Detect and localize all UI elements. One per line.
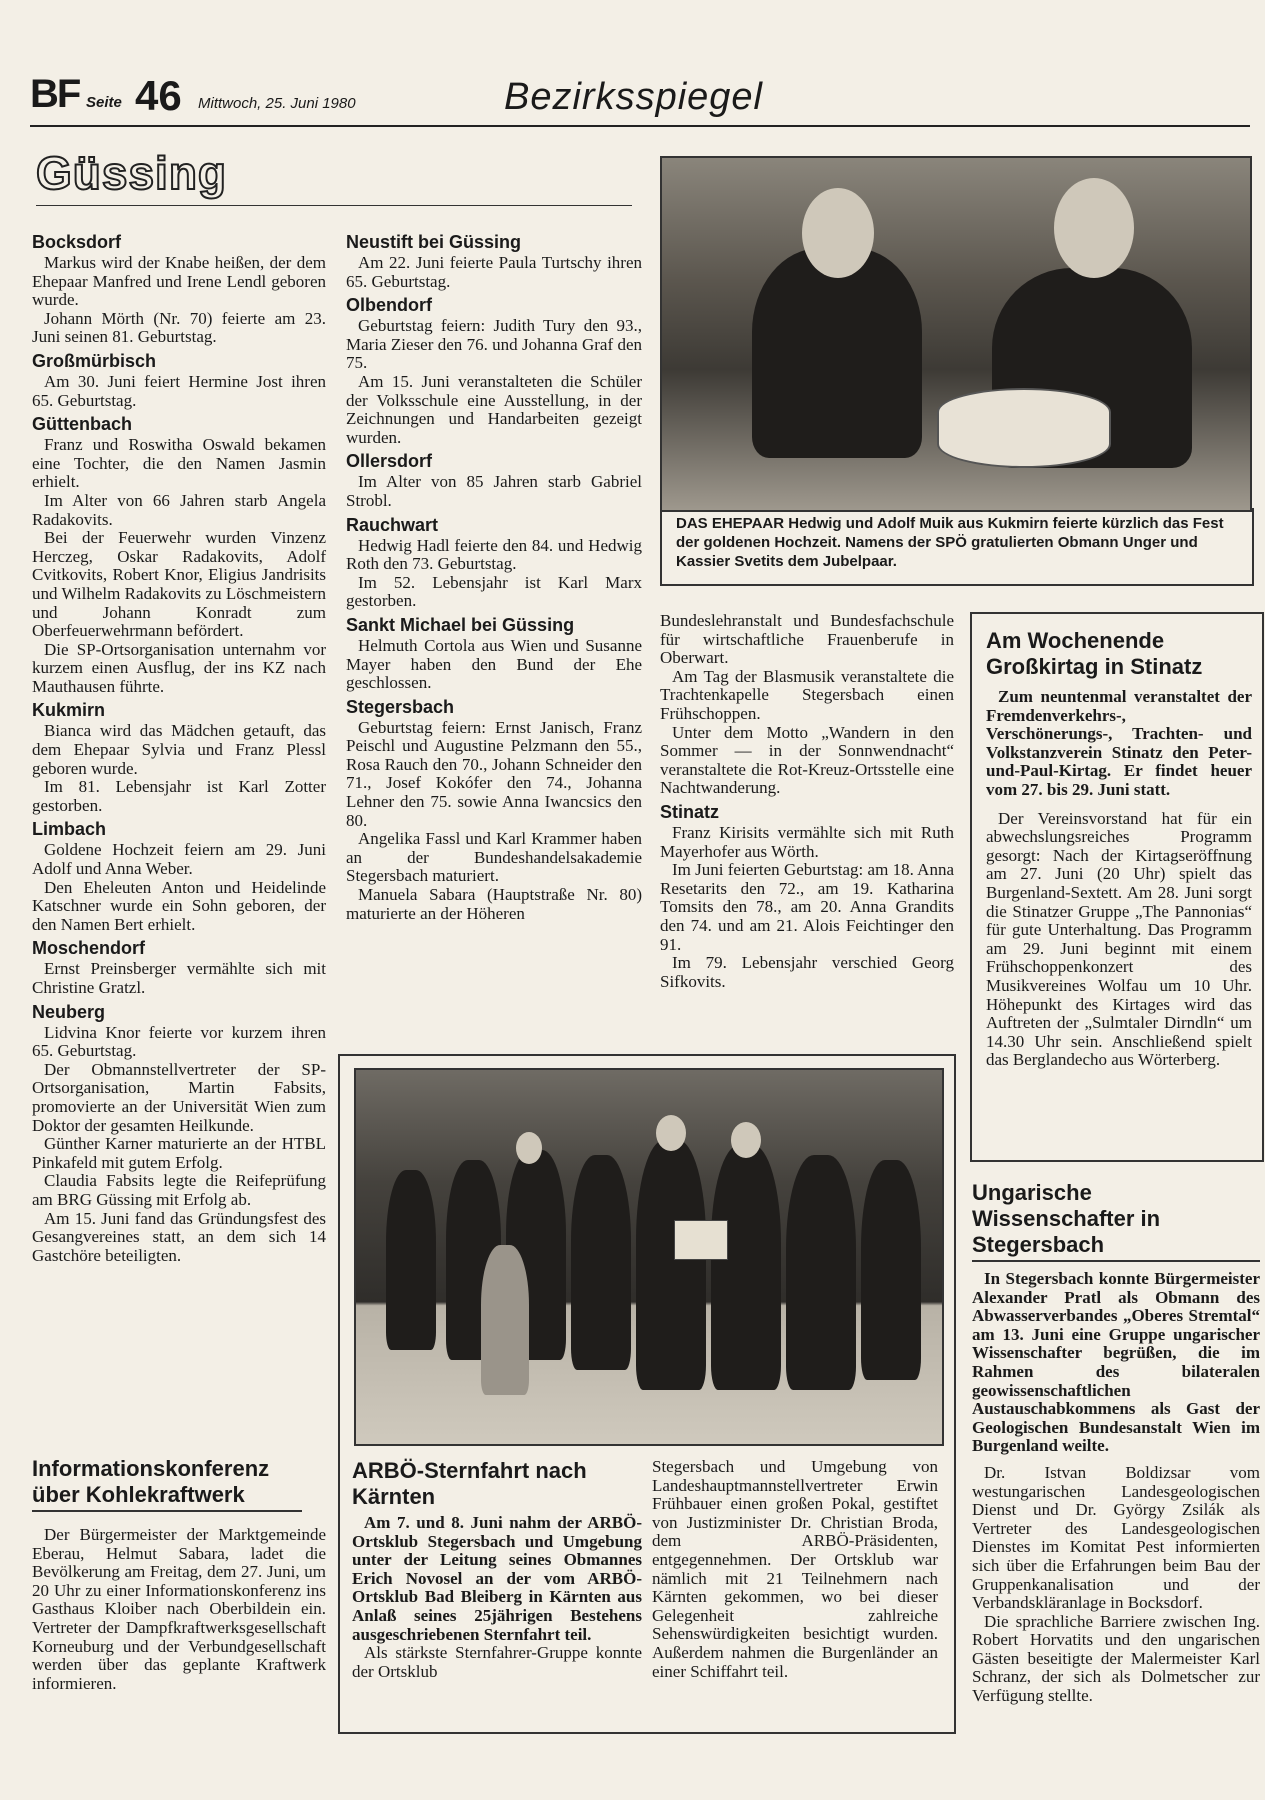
district-masthead: Güssing [36,147,228,199]
news-paragraph: Franz und Roswitha Oswald bekamen eine Tochter, die den Namen Jasmin erhielt. [32,435,326,492]
section-title: Bezirksspiegel [504,76,763,118]
news-paragraph: Am 22. Juni feierte Paula Turtschy ihren 65. Geburtstag. [346,253,642,291]
news-paragraph: Im Alter von 85 Jahren starb Gabriel Strobl. [346,472,642,510]
ungar-paragraph: Die sprachliche Barriere zwischen Ing. Robert Horvatits und den ungarischen Gästen beseitigte der Malermeister Karl Schranz, der sich als Dolmetscher zur Verfügung stellte. [972,1611,1260,1706]
news-paragraph: Bei der Feuerwehr wurden Vinzenz Herczeg, Oskar Radakovits, Adolf Cvitkovits, Robert Knor, Eligius Jandrisits und Wilhelm Radakovits zu Löschmeistern und Johann Konradt zum Oberfeuerwehrmann befördert. [32,528,326,641]
person-figure [571,1155,631,1370]
man-face [1054,178,1134,278]
arbo-article [352,1458,942,1681]
news-paragraph: Lidvina Knor feierte vor kurzem ihren 65. Geburtstag. [32,1022,326,1061]
person-figure [386,1170,436,1350]
person-face [516,1132,542,1164]
news-paragraph: Die SP-Ortsorganisation unternahm vor kurzem einen Ausflug, der ins KZ nach Mauthausen führte. [32,639,326,696]
masthead-rule [36,205,632,206]
person-figure [861,1160,921,1380]
place-heading: Kukmirn [32,700,106,721]
arbo-lead: Am 7. und 8. Juni nahm der ARBÖ-Ortsklub Stegersbach und Umgebung unter der Leitung seines Obmannes Erich Novosel an der vom ARBÖ-Ortsklub Bad Bleiberg in Kärnten aus Anlaß seines 25jährigen Bestehens ausgeschriebenen Sternfahrt teil. [352,1513,642,1644]
child-figure [481,1245,529,1395]
news-paragraph: Im Juni feierten Geburtstag: am 18. Anna Resetarits den 72., am 19. Katharina Tomsits den 78., am 20. Anna Grandits den 74. und am 21. Alois Feichtinger den 91. [660,860,954,954]
ungar-paragraph: Dr. Istvan Boldizsar vom westungarischen Landesgeologischen Dienst und Dr. György Zsilák als Vertreter des Landesgeologischen Dienstes im Komitat Pest informierten sich über die Erfahrungen beim Bau der Gruppenkanalisation und der Verbandskläranlage in Bocksdorf. [972,1462,1260,1613]
arbo-title: ARBÖ-Sternfahrt nach Kärnten [352,1458,587,1509]
news-paragraph: Franz Kirisits vermählte sich mit Ruth Mayerhofer aus Wörth. [660,822,954,861]
person-figure [786,1155,856,1390]
place-heading: Großmürbisch [32,350,157,371]
news-paragraph: Claudia Fabsits legte die Reifeprüfung am BRG Güssing mit Erfolg ab. [32,1171,326,1209]
news-paragraph: Im 81. Lebensjahr ist Karl Zotter gestorben. [32,777,326,815]
ungar-lead: In Stegersbach konnte Bürgermeister Alexander Pratl als Obmann des Abwasserverbandes „Oberes Stremtal“ am 13. Juni eine Gruppe ungarischer Wissenschafter begrüßen, die im Rahmen des bilateralen geowissenschaftlichen Austauschabkommens als Gast der Geologischen Bundesanstalt Wien im Burgenland weilte. [972,1269,1260,1456]
news-paragraph: Unter dem Motto „Wandern in den Sommer — in der Sonnwendnacht“ veranstaltete die Rot-Kreuz-Ortsstelle eine Nachtwanderung. [660,722,954,798]
ungar-article [972,1180,1260,1706]
news-paragraph: Am 30. Juni feiert Hermine Jost ihren 65. Geburtstag. [32,371,326,410]
photo-caption: DAS EHEPAAR Hedwig und Adolf Muik aus Kukmirn feierte kürzlich das Fest der goldenen Hochzeit. Namens der SPÖ gratulierten Obmann Unger und Kassier Svetits dem Jubelpaar. [676,515,1224,570]
news-column-3 [660,612,954,991]
certificate [674,1220,728,1260]
news-paragraph: Ernst Preinsberger vermählte sich mit Christine Gratzl. [32,959,326,997]
info-paragraph: Der Bürgermeister der Marktgemeinde Eberau, Helmut Sabara, ladet die Bevölkerung am Freitag, dem 27. Juni, um 20 Uhr zu einer Informationskonferenz ins Gasthaus Kloiber nach Oberbildein ein. Vertreter der Dampfkraftwerksgesellschaft Korneuburg und der Verbundgesellschaft werden über das geplante Kraftwerk informieren. [32,1525,326,1693]
news-paragraph: Goldene Hochzeit feiern am 29. Juni Adolf und Anna Weber. [32,840,326,879]
kirtag-title: Am Wochenende Großkirtag in Stinatz [986,628,1203,679]
news-paragraph: Im Alter von 66 Jahren starb Angela Radakovits. [32,490,326,529]
news-column-1 [32,232,326,1265]
arbo-group-photo [354,1068,944,1446]
news-paragraph: Geburtstag feiern: Ernst Janisch, Franz Peischl und Augustine Pelzmann den 55., Rosa Rauch den 70., Johann Schneider den 71., Josef Kokófer den 74., Johanna Lehner den 75. sowie Anna Iwancsics den 80. [346,717,642,830]
news-paragraph: Hedwig Hadl feierte den 84. und Hedwig Roth den 73. Geburtstag. [346,535,642,574]
news-paragraph: Im 52. Lebensjahr ist Karl Marx gestorben. [346,572,642,611]
person-figure [636,1140,706,1390]
news-paragraph: Der Obmannstellvertreter der SP-Ortsorganisation, Martin Fabsits, promovierte an der Universität Wien zum Doktor der gesamten Heilkunde. [32,1059,326,1135]
place-heading: Rauchwart [346,514,439,535]
news-paragraph: Den Eheleuten Anton und Heidelinde Katschner wurde ein Sohn geboren, der den Namen Bert erhielt. [32,877,326,934]
news-paragraph: Manuela Sabara (Hauptstraße Nr. 80) maturierte an der Höheren [346,885,642,923]
news-paragraph: Bianca wird das Mädchen getauft, das dem Ehepaar Sylvia und Franz Plessl geboren wurde. [32,721,326,778]
kirtag-body: Der Vereinsvorstand hat für ein abwechslungsreiches Programm gesorgt: Nach der Kirtagseröffnung am 27. Juni (20 Uhr) spielt das Burgenland-Sextett. Am 28. Juni sorgt die Stinatzer Gruppe „The Pannonias“ für gute Unterhaltung. Das Programm am 29. Juni beginnt mit einem Frühschoppenkonzert des Musikvereines Wolfau um 10 Uhr. Höhepunkt des Kirtages wird das Auftreten der „Sulmtaler Dirndln“ um 14.30 Uhr sein. Anschließend spielt das Berglandecho aus Wörterberg. [986,808,1252,1070]
place-heading: Moschendorf [32,938,146,959]
place-heading: Bocksdorf [32,232,122,252]
news-paragraph: Helmuth Cortola aus Wien und Susanne Mayer haben den Bund der Ehe geschlossen. [346,635,642,693]
place-heading: Stinatz [660,801,720,822]
paper-logo: BF [30,72,80,116]
news-paragraph: Geburtstag feiern: Judith Tury den 93., Maria Zieser den 76. und Johanna Graf den 75. [346,316,642,373]
cake [937,388,1111,468]
person-figure [711,1145,781,1390]
news-paragraph: Am Tag der Blasmusik veranstaltete die Trachtenkapelle Stegersbach einen Frühschoppen. [660,666,954,723]
news-column-2 [346,232,642,923]
kirtag-box [970,612,1264,1162]
place-heading: Stegersbach [346,696,455,717]
place-heading: Neustift bei Güssing [346,232,522,252]
news-paragraph: Johann Mörth (Nr. 70) feierte am 23. Juni seinen 81. Geburtstag. [32,308,326,347]
ungar-title: Ungarische Wissenschafter in Stegersbach [972,1180,1260,1262]
arbo-body-2: Stegersbach und Umgebung von Landeshauptmannstellvertreter Erwin Frühbauer einen großen Pokal, gestiftet von Justizminister Dr. Christian Broda, dem ARBÖ-Präsidenten, entgegennehmen. Der Ortsklub war nämlich mit 21 Teilnehmern nach Kärnten gekommen, wo bei dieser Gelegenheit zahlreiche Sehenswürdigkeiten besichtigt wurden. Außerdem nahmen die Burgenländer an einer Schiffahrt teil. [652,1457,938,1681]
woman-figure [752,248,922,458]
news-paragraph: Angelika Fassl und Karl Krammer haben an der Bundeshandelsakademie Stegersbach maturiert. [346,829,642,886]
place-heading: Ollersdorf [346,451,433,472]
news-paragraph: Im 79. Lebensjahr verschied Georg Sifkovits. [660,953,954,991]
header-rule [30,125,1250,127]
info-article [32,1456,326,1693]
news-paragraph: Am 15. Juni fand das Gründungsfest des Gesangvereines statt, an dem sich 14 Gastchöre beteiligten. [32,1208,326,1265]
place-heading: Neuberg [32,1001,106,1022]
person-face [731,1122,761,1158]
page-number: 46 [135,72,182,119]
page-label: Seite [86,94,122,111]
news-paragraph: Am 15. Juni veranstalteten die Schüler der Volksschule eine Ausstellung, in der Zeichnungen und Handarbeiten gezeigt wurden. [346,371,642,447]
info-title: Informationskonferenz über Kohlekraftwerk [32,1456,302,1512]
place-heading: Limbach [32,819,107,840]
issue-date: Mittwoch, 25. Juni 1980 [198,95,356,112]
golden-wedding-photo [660,156,1252,512]
news-paragraph: Bundeslehranstalt und Bundesfachschule für wirtschaftliche Frauenberufe in Oberwart. [660,611,954,668]
news-paragraph: Günther Karner maturierte an der HTBL Pinkafeld mit gutem Erfolg. [32,1134,326,1172]
place-heading: Güttenbach [32,414,133,435]
person-face [656,1115,686,1151]
woman-face [802,188,874,278]
place-heading: Olbendorf [346,295,432,316]
place-heading: Sankt Michael bei Güssing [346,614,575,635]
news-paragraph: Markus wird der Knabe heißen, der dem Ehepaar Manfred und Irene Lendl geboren wurde. [32,253,326,310]
kirtag-lead: Zum neuntenmal veranstaltet der Fremdenverkehrs-, Verschönerungs-, Trachten- und Volkstanzverein Stinatz den Peter-und-Paul-Kirtag. Er findet heuer vom 27. bis 29. Juni statt. [986,687,1252,799]
arbo-body-1: Als stärkste Sternfahrer-Gruppe konnte der Ortsklub [352,1643,642,1681]
